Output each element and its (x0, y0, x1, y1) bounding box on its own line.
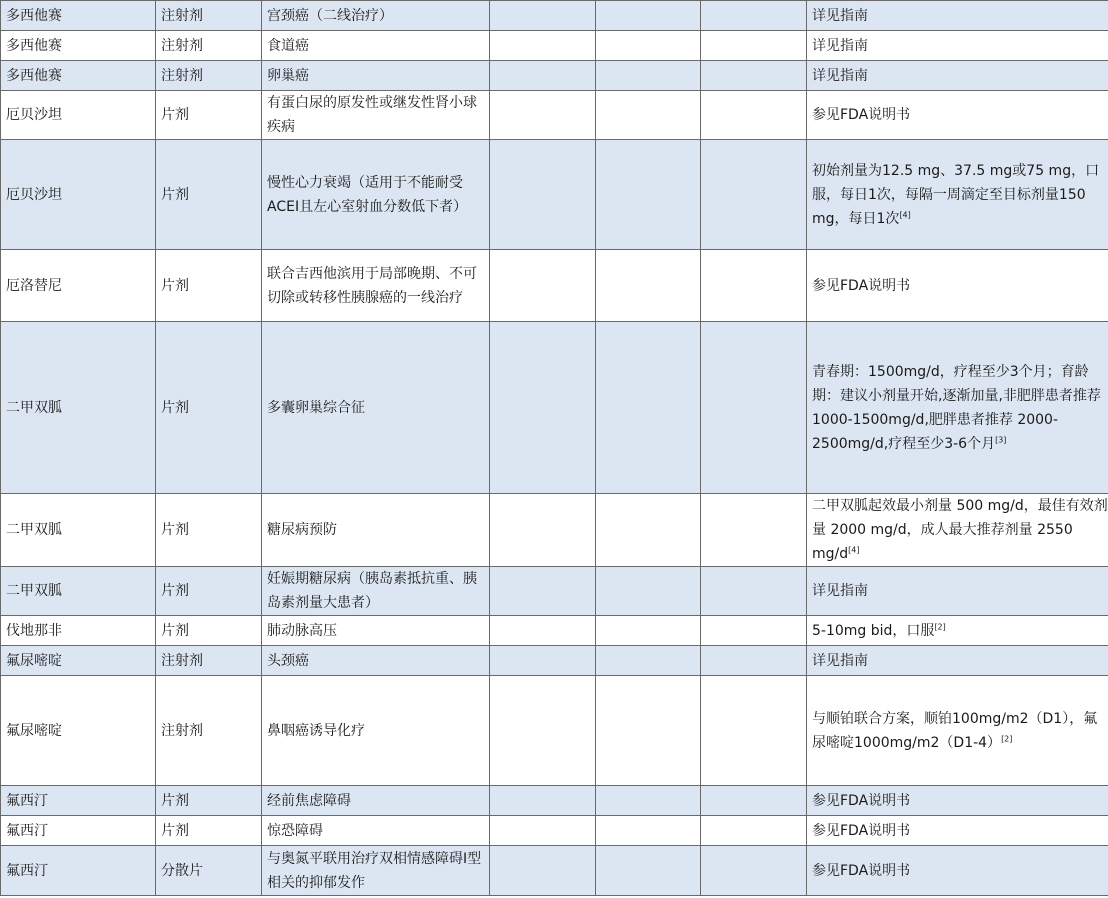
dosage (807, 494, 1108, 567)
empty-cell (701, 140, 807, 250)
dosage-text: 初始剂量为12.5 mg、37.5 mg或75 mg，口服，每日1次，每隔一周滴定至目标剂量150 mg，每日1次 (812, 162, 1100, 227)
empty-cell (701, 786, 807, 816)
dosage (807, 140, 1108, 250)
empty-cell (596, 676, 701, 786)
dosage-form: 注射剂 (156, 61, 262, 91)
empty-cell (701, 91, 807, 140)
dosage-text: 详见指南 (812, 583, 868, 599)
empty-cell (701, 846, 807, 896)
dosage-text: 参见FDA说明书 (812, 792, 911, 809)
empty-cell (490, 494, 596, 567)
empty-cell (596, 616, 701, 646)
dosage (807, 786, 1108, 816)
dosage-text: 详见指南 (812, 7, 868, 24)
dosage-text: 二甲双胍起效最小剂量 500 mg/d，最佳有效剂量 2000 mg/d，成人最大推荐剂量 2550 mg/d (812, 498, 1108, 562)
empty-cell (596, 816, 701, 846)
dosage (807, 676, 1108, 786)
dosage-form: 注射剂 (156, 676, 262, 786)
dosage-text: 详见指南 (812, 37, 868, 54)
dosage (807, 250, 1108, 322)
indication: 宫颈癌（二线治疗） (262, 1, 490, 31)
drug-name: 伐地那非 (1, 616, 156, 646)
indication: 与奥氮平联用治疗双相情感障碍I型相关的抑郁发作 (262, 846, 490, 896)
table-row (1, 1, 1108, 31)
drug-name: 氟西汀 (1, 816, 156, 846)
table-row (1, 567, 1108, 616)
dosage-form: 片剂 (156, 494, 262, 567)
drug-name: 多西他赛 (1, 61, 156, 91)
dosage-text: 5-10mg bid，口服 (812, 622, 935, 639)
drug-name: 厄贝沙坦 (1, 140, 156, 250)
dosage-text: 青春期：1500mg/d，疗程至少3个月；育龄期：建议小剂量开始,逐渐加量,非肥胖患者推荐1000-1500mg/d,肥胖患者推荐 2000-2500mg/d,疗程至少3-6个月 (812, 363, 1101, 452)
indication: 头颈癌 (262, 646, 490, 676)
empty-cell (701, 646, 807, 676)
indication: 经前焦虑障碍 (262, 786, 490, 816)
dosage (807, 567, 1108, 616)
table-row (1, 140, 1108, 250)
dosage (807, 61, 1108, 91)
empty-cell (701, 31, 807, 61)
empty-cell (490, 616, 596, 646)
drug-name: 多西他赛 (1, 31, 156, 61)
dosage-form: 片剂 (156, 816, 262, 846)
indication: 有蛋白尿的原发性或继发性肾小球疾病 (262, 91, 490, 140)
drug-name: 氟尿嘧啶 (1, 676, 156, 786)
empty-cell (490, 816, 596, 846)
drug-name: 厄洛替尼 (1, 250, 156, 322)
reference-mark: [2] (934, 621, 946, 631)
drug-name: 氟西汀 (1, 846, 156, 896)
table-row (1, 786, 1108, 816)
indication: 妊娠期糖尿病（胰岛素抵抗重、胰岛素剂量大患者） (262, 567, 490, 616)
empty-cell (596, 61, 701, 91)
indication: 惊恐障碍 (262, 816, 490, 846)
table-row (1, 250, 1108, 322)
empty-cell (701, 494, 807, 567)
drug-name: 多西他赛 (1, 1, 156, 31)
dosage (807, 646, 1108, 676)
drug-name: 二甲双胍 (1, 494, 156, 567)
dosage-form: 注射剂 (156, 1, 262, 31)
dosage (807, 816, 1108, 846)
empty-cell (596, 846, 701, 896)
dosage-text: 与顺铂联合方案，顺铂100mg/m2（D1），氟尿嘧啶1000mg/m2（D1-4） (812, 710, 1098, 751)
reference-mark: [4] (899, 209, 911, 219)
reference-mark: [4] (848, 545, 860, 555)
dosage (807, 846, 1108, 896)
drug-name: 氟西汀 (1, 786, 156, 816)
indication: 多囊卵巢综合征 (262, 322, 490, 494)
dosage (807, 91, 1108, 140)
dosage-form: 片剂 (156, 786, 262, 816)
dosage-text: 参见FDA说明书 (812, 822, 911, 839)
empty-cell (490, 140, 596, 250)
indication: 肺动脉高压 (262, 616, 490, 646)
drug-name: 氟尿嘧啶 (1, 646, 156, 676)
empty-cell (490, 786, 596, 816)
empty-cell (596, 250, 701, 322)
dosage-form: 片剂 (156, 140, 262, 250)
dosage-form: 注射剂 (156, 31, 262, 61)
table-row (1, 91, 1108, 140)
empty-cell (701, 816, 807, 846)
empty-cell (701, 676, 807, 786)
empty-cell (596, 140, 701, 250)
empty-cell (596, 646, 701, 676)
dosage (807, 31, 1108, 61)
empty-cell (596, 786, 701, 816)
dosage-text: 参见FDA说明书 (812, 107, 911, 123)
empty-cell (490, 567, 596, 616)
dosage-form: 注射剂 (156, 646, 262, 676)
table-row (1, 31, 1108, 61)
empty-cell (490, 646, 596, 676)
dosage (807, 322, 1108, 494)
empty-cell (490, 91, 596, 140)
indication: 鼻咽癌诱导化疗 (262, 676, 490, 786)
empty-cell (701, 1, 807, 31)
empty-cell (596, 31, 701, 61)
empty-cell (490, 61, 596, 91)
empty-cell (596, 91, 701, 140)
empty-cell (701, 567, 807, 616)
reference-mark: [2] (1001, 733, 1013, 743)
empty-cell (490, 846, 596, 896)
drug-name: 二甲双胍 (1, 567, 156, 616)
empty-cell (596, 322, 701, 494)
drug-name: 厄贝沙坦 (1, 91, 156, 140)
empty-cell (490, 676, 596, 786)
dosage (807, 616, 1108, 646)
indication: 卵巢癌 (262, 61, 490, 91)
dosage-text: 详见指南 (812, 67, 868, 84)
table-row (1, 494, 1108, 567)
empty-cell (490, 250, 596, 322)
dosage-text: 参见FDA说明书 (812, 862, 911, 879)
dosage-form: 分散片 (156, 846, 262, 896)
dosage-text: 参见FDA说明书 (812, 277, 911, 294)
table-row (1, 322, 1108, 494)
dosage-form: 片剂 (156, 91, 262, 140)
indication: 联合吉西他滨用于局部晚期、不可切除或转移性胰腺癌的一线治疗 (262, 250, 490, 322)
empty-cell (701, 61, 807, 91)
dosage-form: 片剂 (156, 616, 262, 646)
dosage-form: 片剂 (156, 567, 262, 616)
table-row (1, 646, 1108, 676)
empty-cell (490, 1, 596, 31)
table-row (1, 676, 1108, 786)
dosage-text: 详见指南 (812, 652, 868, 669)
empty-cell (596, 567, 701, 616)
empty-cell (701, 322, 807, 494)
empty-cell (490, 31, 596, 61)
indication: 慢性心力衰竭（适用于不能耐受ACEI且左心室射血分数低下者） (262, 140, 490, 250)
table-row (1, 816, 1108, 846)
reference-mark: [3] (995, 434, 1007, 444)
empty-cell (596, 494, 701, 567)
indication: 糖尿病预防 (262, 494, 490, 567)
table-row (1, 846, 1108, 896)
drug-name: 二甲双胍 (1, 322, 156, 494)
empty-cell (701, 616, 807, 646)
empty-cell (490, 322, 596, 494)
dosage-form: 片剂 (156, 250, 262, 322)
indication: 食道癌 (262, 31, 490, 61)
table-row (1, 616, 1108, 646)
empty-cell (701, 250, 807, 322)
table-row (1, 61, 1108, 91)
dosage (807, 1, 1108, 31)
dosage-form: 片剂 (156, 322, 262, 494)
empty-cell (596, 1, 701, 31)
